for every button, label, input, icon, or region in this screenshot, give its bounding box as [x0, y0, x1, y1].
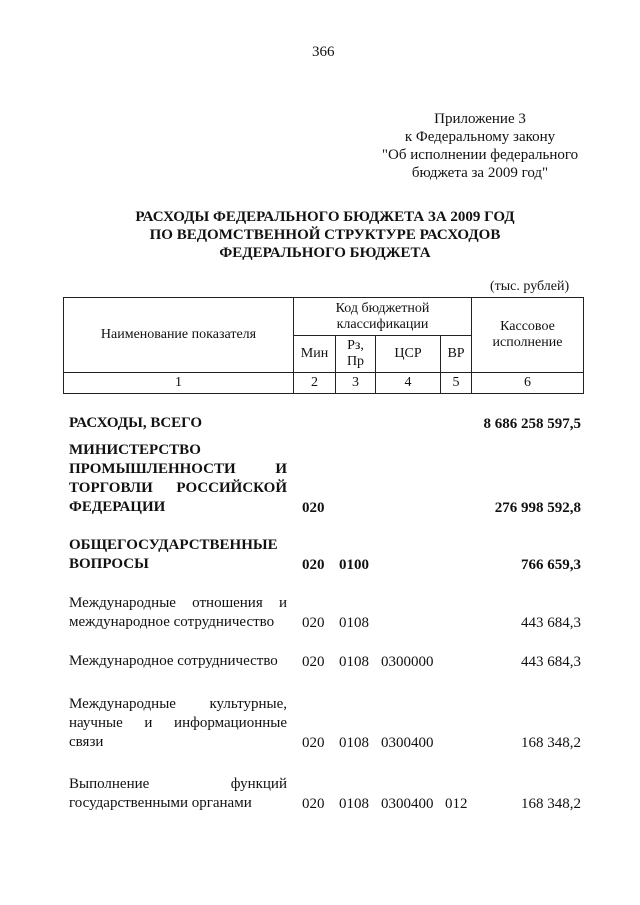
row-name: Международные культурные, научные и информационные связи	[69, 696, 287, 750]
col-number: 5	[441, 373, 472, 394]
col-number: 2	[294, 373, 336, 394]
header-amount	[472, 298, 584, 373]
row-amount: 766 659,3	[521, 557, 581, 573]
row-amount: 8 686 258 597,5	[483, 416, 581, 432]
header-name: Наименование показателя	[64, 298, 294, 373]
header-vr: ВР	[441, 336, 472, 373]
table-row	[69, 652, 581, 671]
row-rz-pr: 0100	[339, 557, 369, 573]
appendix-line: Приложение 3	[434, 111, 526, 127]
row-name: РАСХОДЫ, ВСЕГО	[69, 415, 202, 431]
header-rz-pr	[336, 336, 376, 373]
row-rz-pr: 0108	[339, 615, 369, 631]
row-rz-pr: 0108	[339, 796, 369, 812]
title-line: ФЕДЕРАЛЬНОГО БЮДЖЕТА	[219, 245, 431, 261]
col-number: 3	[336, 373, 376, 394]
row-min: 020	[302, 557, 325, 573]
row-csr: 0300400	[381, 735, 434, 751]
header-code-group: Код бюджетной классификации	[294, 298, 472, 336]
header-amount-line: исполнение	[492, 335, 563, 350]
row-amount: 443 684,3	[521, 654, 581, 670]
col-number: 4	[376, 373, 441, 394]
document-title	[90, 208, 560, 262]
header-pr-line: Пр	[346, 354, 365, 369]
page-number: 366	[312, 44, 335, 60]
table-header	[63, 297, 584, 394]
header-csr: ЦСР	[376, 336, 441, 373]
row-amount: 276 998 592,8	[494, 500, 581, 516]
table-row	[69, 441, 581, 517]
col-number: 1	[64, 373, 294, 394]
row-name: Выполнение функций государственными органами	[69, 776, 287, 811]
row-name: Международные отношения и международное сотрудничество	[69, 595, 287, 630]
title-line: РАСХОДЫ ФЕДЕРАЛЬНОГО БЮДЖЕТА ЗА 2009 ГОД	[135, 209, 515, 225]
header-rz-line: Рз,	[347, 338, 364, 353]
row-min: 020	[302, 796, 325, 812]
row-csr: 0300000	[381, 654, 434, 670]
header-amount-line: Кассовое	[500, 319, 555, 334]
row-vr: 012	[445, 796, 468, 812]
row-name: Международное сотрудничество	[69, 653, 278, 669]
table-row	[69, 536, 581, 574]
row-csr: 0300400	[381, 796, 434, 812]
table-row	[69, 775, 581, 813]
appendix-line: "Об исполнении федерального	[381, 147, 579, 163]
appendix-line: к Федеральному закону	[404, 129, 556, 145]
row-amount: 168 348,2	[521, 796, 581, 812]
row-amount: 443 684,3	[521, 615, 581, 631]
units-label: (тыс. рублей)	[490, 279, 570, 294]
row-name: ОБЩЕГОСУДАРСТВЕННЫЕ ВОПРОСЫ	[69, 537, 278, 572]
row-amount: 168 348,2	[521, 735, 581, 751]
row-rz-pr: 0108	[339, 735, 369, 751]
row-min: 020	[302, 654, 325, 670]
row-name: МИНИСТЕРСТВО ПРОМЫШЛЕННОСТИ И ТОРГОВЛИ РОССИЙСКОЙ ФЕДЕРАЦИИ	[69, 442, 287, 515]
table-row-total	[69, 414, 581, 433]
row-min: 020	[302, 500, 325, 516]
appendix-line: бюджета за 2009 год"	[411, 165, 549, 181]
row-min: 020	[302, 615, 325, 631]
row-rz-pr: 0108	[339, 654, 369, 670]
col-number: 6	[472, 373, 584, 394]
table-row	[69, 695, 581, 752]
header-min: Мин	[294, 336, 336, 373]
table-row	[69, 594, 581, 632]
row-min: 020	[302, 735, 325, 751]
appendix-note	[360, 110, 600, 182]
title-line: ПО ВЕДОМСТВЕННОЙ СТРУКТУРЕ РАСХОДОВ	[149, 227, 501, 243]
